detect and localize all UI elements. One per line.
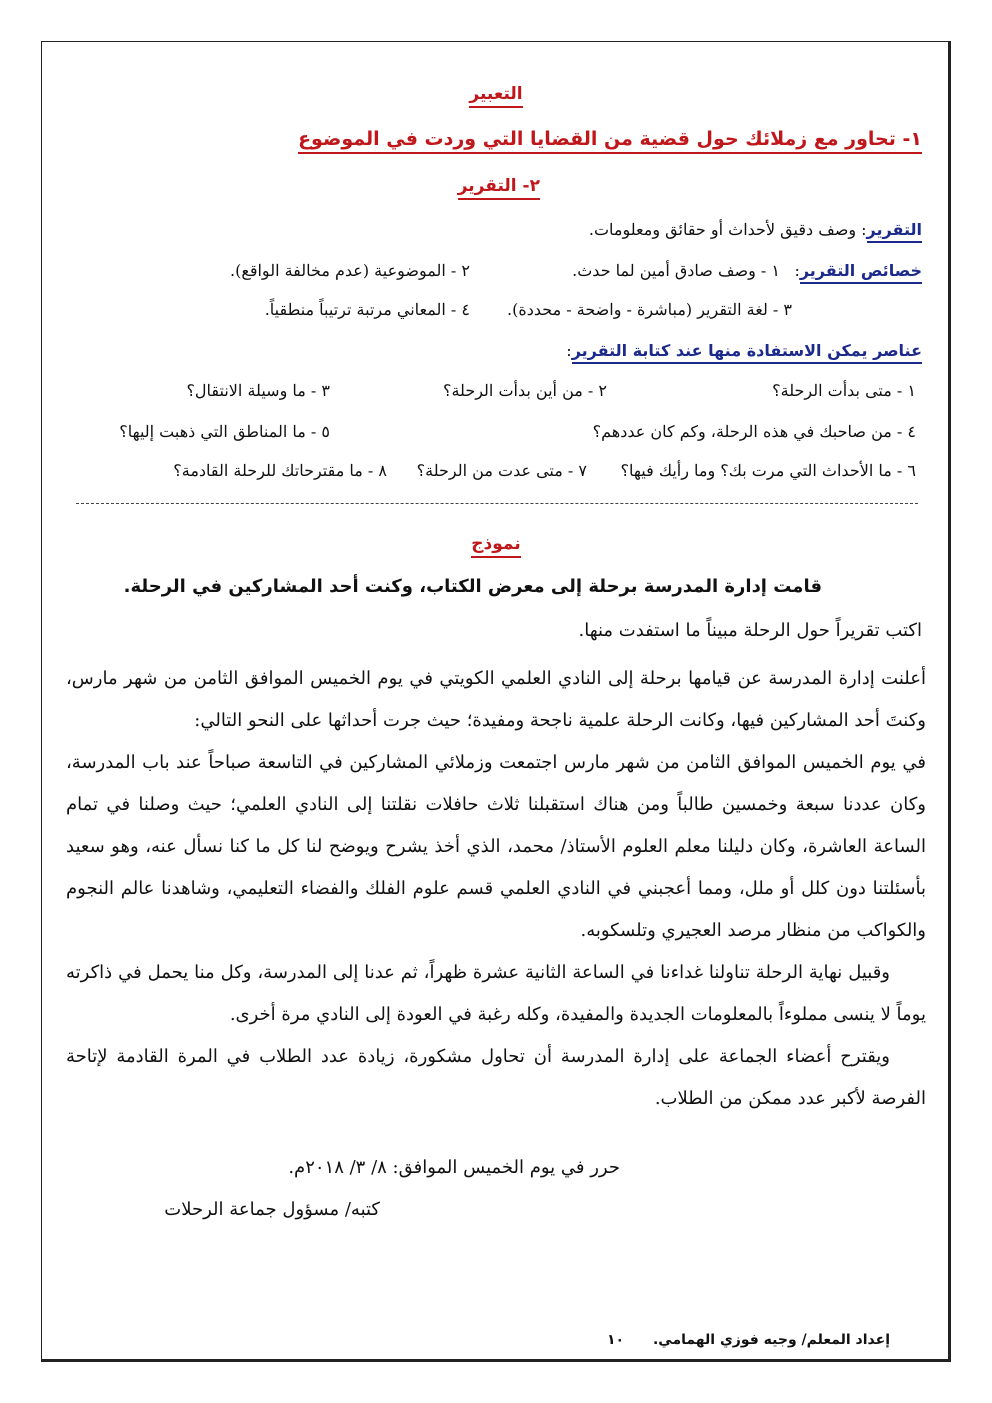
footer-author: إعداد المعلم/ وجيه فوزي الهمامي. — [652, 1332, 890, 1348]
element-item-2: ٢ - من أين بدأت الرحلة؟ — [442, 381, 607, 400]
characteristic-item-1: ١ - وصف صادق أمين لما حدث. — [572, 261, 780, 280]
model-task: اكتب تقريراً حول الرحلة مبيناً ما استفدت منها. — [578, 620, 922, 641]
characteristics-label: خصائص التقرير — [800, 261, 922, 284]
characteristic-item-3: ٣ - لغة التقرير (مباشرة - واضحة - محددة). — [507, 300, 792, 319]
signature-line: كتبه/ مسؤول جماعة الرحلات — [164, 1199, 380, 1220]
element-item-1: ١ - متى بدأت الرحلة؟ — [772, 381, 916, 400]
section-divider — [76, 503, 918, 504]
characteristic-item-2: ٢ - الموضوعية (عدم مخالفة الواقع). — [229, 261, 470, 280]
element-item-6: ٦ - ما الأحداث التي مرت بك؟ وما رأيك فيها؟ — [620, 461, 916, 480]
definition-label: التقرير — [867, 220, 922, 243]
section-heading-text: التعبير — [469, 84, 522, 108]
characteristic-item-4: ٤ - المعاني مرتبة ترتيباً منطقياً. — [264, 300, 470, 319]
body-paragraph-2: في يوم الخميس الموافق الثامن من شهر مارس اجتمعت وزملائي المشاركين في التاسعة صباحاً عند باب المدرسة، وكان عددنا سبعة وخمسين طالباً ومن هناك استقبلنا ثلاث حافلات نقلتنا إلى النادي العلمي؛ حيث وصلنا في تمام الساعة العاشرة، وكان دليلنا معلم العلوم الأستاذ/ محمد، الذي أخذ يشرح ويوضح لنا كل ما كنا نسأل عنه، وهو سعيد بأسئلتنا دون كلل أو ملل، ومما أعجبني في النادي العلمي قسم علوم الفلك والفضاء التعليمي، وشاهدنا عالم النجوم والكواكب من منظار مرصد العجيري وتلسكوبه. — [66, 752, 926, 941]
element-item-7: ٧ - متى عدت من الرحلة؟ — [416, 461, 587, 480]
elements-label-line: عناصر يمكن الاستفادة منها عند كتابة التقرير: — [566, 341, 922, 360]
element-item-3: ٣ - ما وسيلة الانتقال؟ — [186, 381, 330, 400]
topic-2-heading: ٢- التقرير — [458, 176, 540, 196]
element-item-8: ٨ - ما مقترحاتك للرحلة القادمة؟ — [173, 461, 387, 480]
body-paragraph-3: وقبيل نهاية الرحلة تناولنا غداءنا في الساعة الثانية عشرة ظهراً، ثم عدنا إلى المدرسة، وكل منا يحمل في ذاكرته يوماً لا ينسى مملوءاً بالمعلومات الجديدة والمفيدة، وكله رغبة في العودة إلى النادي مرة أخرى. — [66, 962, 926, 1025]
page-number: ١٠ — [607, 1332, 625, 1348]
model-title: نموذج — [0, 534, 992, 554]
section-heading — [0, 84, 992, 104]
date-line: حرر في يوم الخميس الموافق: ٨/ ٣/ ٢٠١٨م. — [288, 1157, 620, 1178]
definition-line — [589, 220, 922, 239]
definition-text: : وصف دقيق لأحداث أو حقائق ومعلومات. — [588, 220, 867, 239]
element-item-4: ٤ - من صاحبك في هذه الرحلة، وكم كان عددهم؟ — [592, 422, 916, 441]
body-paragraph-4: ويقترح أعضاء الجماعة على إدارة المدرسة أن تحاول مشكورة، زيادة عدد الطلاب في المرة القادمة لإتاحة الفرصة لأكبر عدد ممكن من الطلاب. — [66, 1046, 926, 1109]
element-item-5: ٥ - ما المناطق التي ذهبت إليها؟ — [119, 422, 330, 441]
model-body — [66, 658, 926, 1120]
footer — [607, 1332, 890, 1348]
model-prompt: قامت إدارة المدرسة برحلة إلى معرض الكتاب، وكنت أحد المشاركين في الرحلة. — [123, 576, 822, 597]
topic-1-heading: ١- تحاور مع زملائك حول قضية من القضايا التي وردت في الموضوع — [298, 128, 922, 150]
body-paragraph-1: أعلنت إدارة المدرسة عن قيامها برحلة إلى النادي العلمي الكويتي في يوم الخميس الموافق الثامن من شهر مارس، وكنتَ أحد المشاركين فيها، وكانت الرحلة علمية ناجحة ومفيدة؛ حيث جرت أحداثها على النحو التالي: — [66, 668, 926, 731]
characteristics-label-line: خصائص التقرير: — [794, 261, 922, 280]
elements-label: عناصر يمكن الاستفادة منها عند كتابة التقرير — [572, 341, 922, 364]
